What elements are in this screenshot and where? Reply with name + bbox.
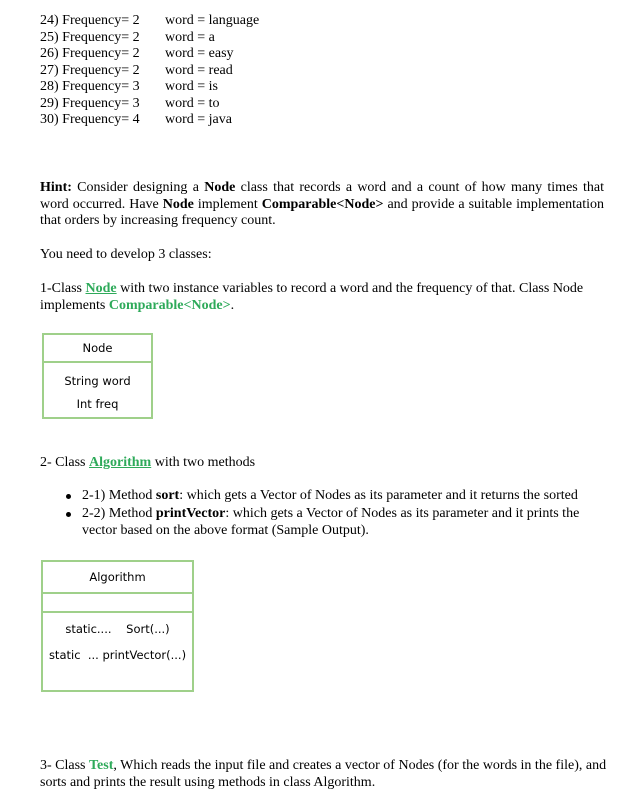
text: with two methods (151, 455, 256, 470)
method-item (82, 506, 612, 539)
text: 2-1) Method (82, 488, 156, 503)
text: 1-Class (40, 281, 86, 296)
frequency-entry: 24) Frequency= 2 (40, 13, 140, 28)
method-item (82, 488, 612, 505)
word-entry: word = to (165, 95, 220, 111)
intro-text: You need to develop 3 classes: (40, 247, 212, 262)
word-entry: word = is (165, 79, 219, 94)
text: Consider designing a (71, 180, 205, 195)
text: with two instance variables to record a word and the frequency of that. Class Node implements (40, 281, 584, 313)
node-box-title: Node (44, 335, 151, 363)
algorithm-link[interactable]: Algorithm (89, 455, 152, 470)
node-field: Int freq (76, 397, 119, 411)
text: class that records a word and a count of how many times that word occurred. Have (40, 180, 605, 212)
node-class-diagram (42, 333, 153, 419)
comparable-text: Comparable<Node> (108, 297, 231, 313)
text: Comparable<Node> (261, 196, 384, 212)
algorithm-method: static ... printVector(...) (48, 648, 187, 662)
class2-paragraph (40, 455, 255, 472)
word-entry: word = language (165, 13, 260, 28)
bullet-icon (66, 494, 71, 499)
text: sort (155, 488, 180, 503)
text: Node (162, 196, 194, 212)
frequency-entry: 26) Frequency= 2 (40, 46, 140, 61)
text: 2-2) Method (82, 506, 156, 521)
word-entry: word = java (165, 112, 232, 127)
frequency-entry: 27) Frequency= 2 (40, 62, 140, 78)
hint-paragraph (40, 180, 604, 230)
text: . (230, 297, 235, 313)
frequency-entry: 30) Frequency= 4 (40, 112, 140, 127)
text: implement (193, 196, 262, 212)
algorithm-method: static.... Sort(...) (65, 622, 170, 636)
frequency-entry: 28) Frequency= 3 (40, 79, 140, 94)
word-entry: word = easy (165, 46, 234, 61)
word-entry: word = a (165, 29, 215, 45)
text: , Which reads the input file and creates a vector of Nodes (for the words in the file), and sorts and prints the result using methods in class Algorithm. (40, 758, 607, 790)
node-field: String word (64, 374, 131, 388)
class1-paragraph (40, 281, 604, 314)
test-class-name: Test (89, 758, 114, 773)
text: Node (204, 180, 236, 195)
hint-label: Hint: (40, 180, 72, 195)
text: : which gets a Vector of Nodes as its parameter and it returns the sorted (179, 488, 578, 503)
class3-paragraph (40, 758, 608, 791)
text: 3- Class (40, 758, 89, 773)
frequency-entry: 29) Frequency= 3 (40, 95, 140, 111)
bullet-icon (66, 512, 71, 517)
text: 2- Class (40, 455, 89, 470)
algorithm-class-diagram (41, 560, 194, 692)
algorithm-fields-section (43, 594, 192, 613)
text: : which gets a Vector of Nodes as its parameter and it prints the vector based on the above format (Sample Output). (82, 506, 580, 538)
algorithm-box-title: Algorithm (43, 562, 192, 594)
frequency-entry: 25) Frequency= 2 (40, 29, 140, 45)
word-entry: word = read (165, 62, 233, 78)
frequency-column (40, 13, 140, 129)
text: and provide a suitable implementation that orders by increasing frequency count. (40, 196, 604, 228)
text: printVector (155, 506, 226, 521)
node-link[interactable]: Node (85, 281, 117, 296)
word-column (165, 13, 259, 129)
